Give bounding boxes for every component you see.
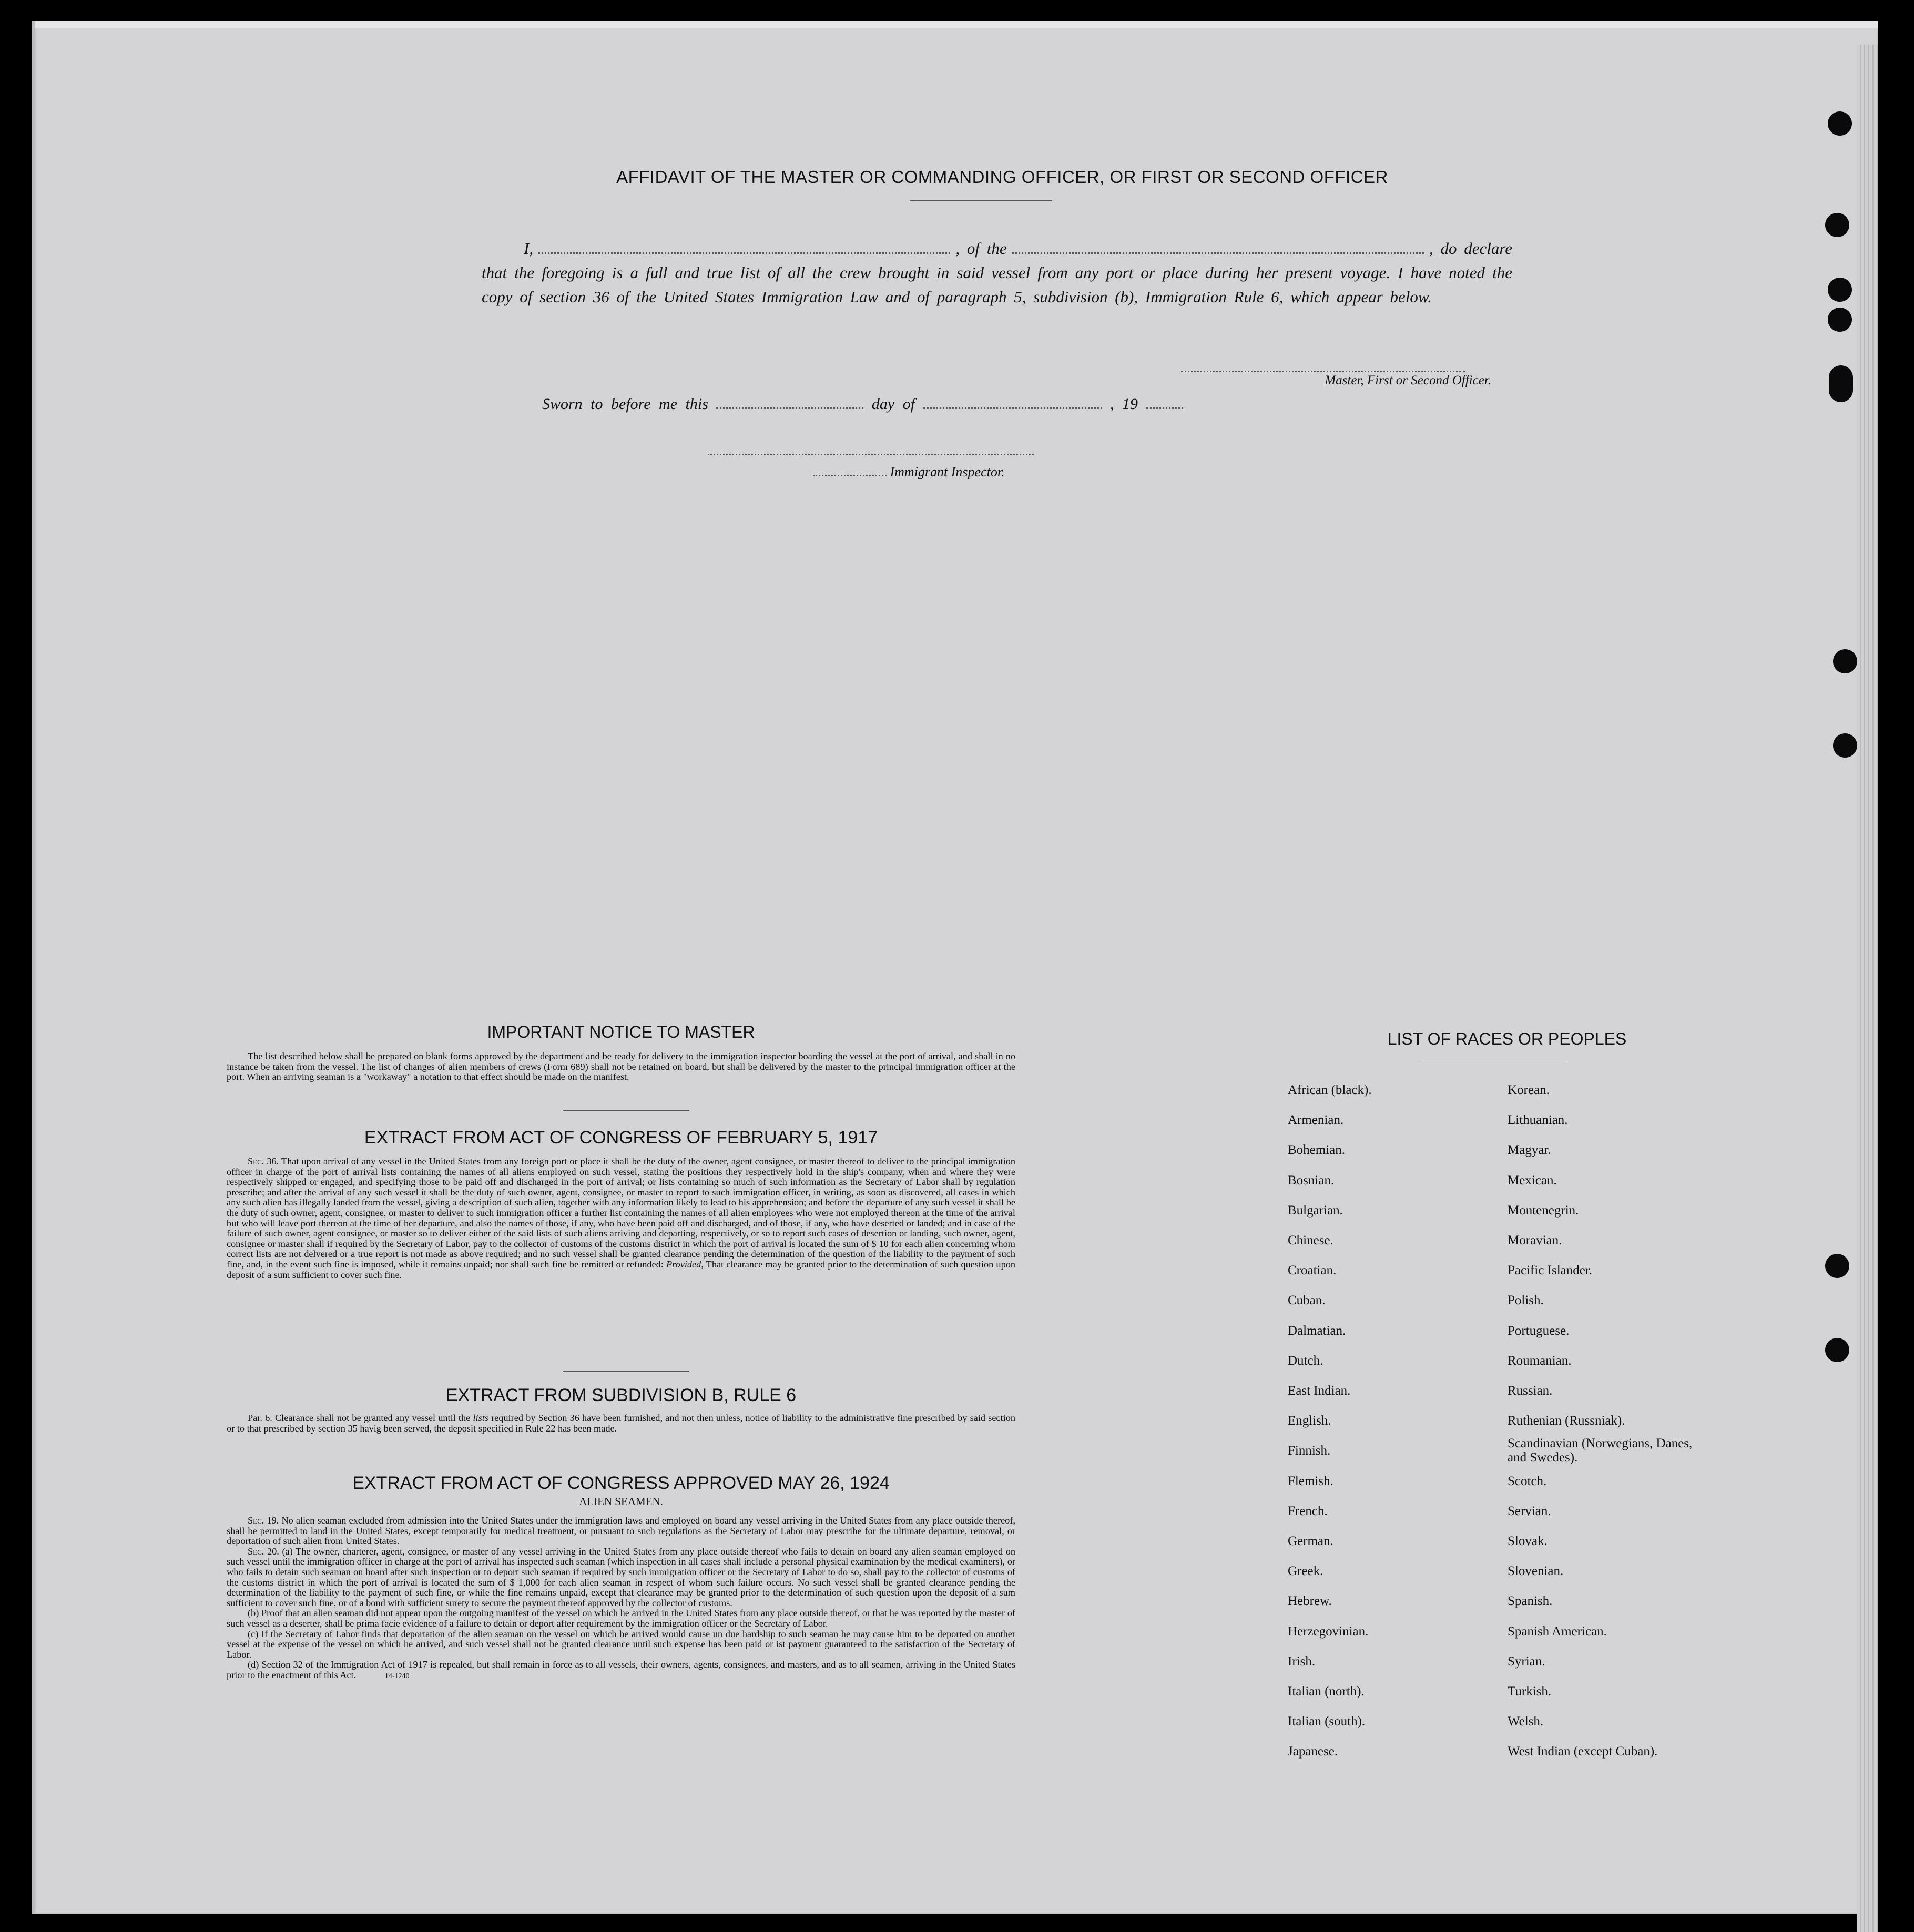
title-divider bbox=[910, 200, 1052, 201]
sworn-line bbox=[542, 395, 1183, 413]
document-page bbox=[32, 21, 1878, 1914]
month-field[interactable] bbox=[923, 407, 1102, 409]
right-item: Magyar. bbox=[1508, 1143, 1551, 1158]
punch-hole bbox=[1825, 213, 1849, 237]
sec-19-label: Sec. 19. bbox=[248, 1515, 279, 1526]
right-item: Servian. bbox=[1508, 1504, 1551, 1518]
right-item: Slovenian. bbox=[1508, 1564, 1564, 1579]
right-item: Korean. bbox=[1508, 1083, 1550, 1097]
left-item: Bulgarian. bbox=[1288, 1203, 1343, 1218]
notice-paragraph: The list described below shall be prepared on blank forms approved by the department and be ready for delivery to the immigration inspector boarding the vessel at the port of arrival, and shall in no instance be taken from the vessel. The list of changes of alien members of crews (Form 689) shall not be retained on board, but shall be delivered by the master to the principal immigration officer at the port. When an arriving seaman is a "workaway" a notation to that effect should be made on the manifest. bbox=[227, 1051, 1015, 1082]
left-item: Cuban. bbox=[1288, 1293, 1326, 1308]
right-item: Lithuanian. bbox=[1508, 1113, 1568, 1128]
provided-word: Provided, bbox=[666, 1259, 704, 1270]
right-item: Montenegrin. bbox=[1508, 1203, 1579, 1218]
left-item: German. bbox=[1288, 1534, 1333, 1548]
sec-20d-text: (d) Section 32 of the Immigration Act of 1917 is repealed, but shall remain in force as to all vessels, their owners, agents, consignees, and masters, and as to all seamen, arriving in the United States prior to the enactment of this Act. bbox=[227, 1659, 1015, 1680]
left-item: Armenian. bbox=[1288, 1113, 1344, 1128]
right-item: Spanish. bbox=[1508, 1594, 1553, 1609]
sworn-day-label: day of bbox=[871, 395, 915, 413]
left-item: Finnish. bbox=[1288, 1444, 1331, 1458]
right-item: Pacific Islander. bbox=[1508, 1263, 1593, 1278]
left-item: French. bbox=[1288, 1504, 1328, 1518]
right-item: Polish. bbox=[1508, 1293, 1544, 1308]
left-item: Herzegovinian. bbox=[1288, 1624, 1369, 1639]
right-item: Welsh. bbox=[1508, 1714, 1544, 1729]
sworn-year-label: , 19 bbox=[1110, 395, 1138, 413]
lists-word: lists bbox=[473, 1413, 488, 1423]
left-item: East Indian. bbox=[1288, 1384, 1351, 1398]
act-1924-title: EXTRACT FROM ACT OF CONGRESS APPROVED MAY 26, 1924 bbox=[352, 1473, 890, 1493]
of-the-label: , of the bbox=[955, 239, 1007, 258]
sec-36-label: Sec. 36. bbox=[248, 1156, 279, 1167]
sec-20-label: Sec. 20. bbox=[248, 1546, 279, 1557]
right-item: Turkish. bbox=[1508, 1684, 1552, 1699]
left-item: Bosnian. bbox=[1288, 1173, 1335, 1188]
left-item: Hebrew. bbox=[1288, 1594, 1332, 1609]
left-item: Chinese. bbox=[1288, 1233, 1333, 1248]
notice-text bbox=[227, 1051, 1015, 1082]
sec-20b-text: (b) Proof that an alien seaman did not appear upon the outgoing manifest of the vessel on which he arrived in the United States from any place outside thereof, or that he was reported by the master of such vessel as a deserter, shall be prima facie evidence of a failure to detain or deport after requirement by the immigration officer or the Secretary of Labor. bbox=[227, 1608, 1015, 1629]
punch-hole bbox=[1828, 308, 1852, 332]
rule-6-text-a: Par. 6. Clearance shall not be granted any vessel until the bbox=[248, 1413, 471, 1423]
day-field[interactable] bbox=[716, 407, 863, 409]
signature-label: Master, First or Second Officer. bbox=[1325, 373, 1491, 387]
inspector-dots bbox=[813, 475, 887, 476]
punch-hole bbox=[1833, 649, 1857, 673]
left-item: Italian (north). bbox=[1288, 1684, 1365, 1699]
left-item: English. bbox=[1288, 1414, 1331, 1428]
right-item: Scotch. bbox=[1508, 1474, 1547, 1488]
left-item: Flemish. bbox=[1288, 1474, 1333, 1488]
left-item: African (black). bbox=[1288, 1083, 1372, 1097]
right-item: Moravian. bbox=[1508, 1233, 1562, 1248]
notice-title: IMPORTANT NOTICE TO MASTER bbox=[487, 1023, 755, 1041]
alien-seamen-subtitle: ALIEN SEAMEN. bbox=[579, 1495, 663, 1508]
year-field[interactable] bbox=[1146, 407, 1183, 409]
punch-hole bbox=[1825, 1338, 1849, 1362]
right-item: Syrian. bbox=[1508, 1654, 1545, 1669]
punch-hole bbox=[1833, 733, 1857, 758]
right-item: Scandinavian (Norwegians, Danes, and Swedes). bbox=[1508, 1436, 1693, 1465]
right-item: Russian. bbox=[1508, 1384, 1553, 1398]
name-field[interactable] bbox=[538, 240, 950, 254]
sec-20c-text: (c) If the Secretary of Labor finds that deportation of the alien seaman on the vessel on which he arrived would cause un due hardship to such seaman he may cause him to be deported on another vessel at the expense of the vessel on which he arrived, and such vessel shall not be granted clearance until such expense has been paid or ist payment guaranteed to the satisfaction of the Secretary of Labor. bbox=[227, 1628, 1015, 1660]
inspector-label bbox=[813, 464, 1005, 480]
right-item: Slovak. bbox=[1508, 1534, 1548, 1548]
do-declare-label: , do declare bbox=[1429, 239, 1513, 258]
sec-19-text: No alien seaman excluded from admission into the United States under the immigration laws and employed on board any vessel arriving in the United States from any place outside thereof, shall be permitted to land in the United States, except temporarily for medical treatment, or pursuant to such regulations as the Secretary of Labor may prescribe for the ultimate departure, removal, or deportation of such alien from United States. bbox=[227, 1515, 1015, 1547]
left-item: Italian (south). bbox=[1288, 1714, 1366, 1729]
extract-1917-text bbox=[227, 1157, 1015, 1280]
form-number: 14-1240 bbox=[384, 1672, 410, 1680]
left-item: Japanese. bbox=[1288, 1744, 1338, 1759]
divider bbox=[563, 1371, 689, 1372]
left-item: Dalmatian. bbox=[1288, 1323, 1346, 1338]
vessel-field[interactable] bbox=[1012, 240, 1424, 254]
rule-6-text bbox=[227, 1413, 1015, 1434]
sec-36-text: That upon arrival of any vessel in the United States from any foreign port or place it shall be the duty of the owner, agent consignee, or master thereof to deliver to the principal immigration officer in charge of the port of arrival lists containing the names of all aliens employed on such vessel, stating the positions they respectively hold in the ship's company, when and where they were respectively shipped or engaged, and specifying those to be paid off and discharged in the port of arrival; or lists containing so much of such information as the Secretary of Labor shall by regulation prescribe; and after the arrival of any such vessel it shall be the duty of such owner, agent, consignee, or master to report to such immigration officer, in writing, as soon as discovered, all cases in which any such alien has illegally landed from the vessel, giving a description of such alien, together with any information likely to lead to his apprehension; and before the departure of any such vessel it shall be the duty of such owner, agent, consignee, or master to deliver to such immigration officer a further list containing the names of all alien employees who were not employed thereon at the time of the arrival but who will leave port thereon at the time of her departure, and also the names of those, if any, who have been paid off and discharged, and of those, if any, who have deserted or landed; and in case of the failure of such owner, agent consignee, or master so to deliver either of the said lists of such aliens arriving and departing, respectively, or so to report such cases of desertion or landing, such owner, agent, consignee or master shall if required by the Secretary of Labor, pay to the collector of customs of the customs district in which the port of arrival is located the sum of $ 10 for each alien concerning whom correct lists are not delvered or a true report is not made as above required; and no such vessel shall be granted clearance pending the determination of the question of the liability to the payment of such fine, and, in the event such fine is imposed, while it remains unpaid; nor shall such fine be remitted or refunded: bbox=[227, 1156, 1015, 1270]
extract-1917-title: EXTRACT FROM ACT OF CONGRESS OF FEBRUARY 5, 1917 bbox=[364, 1128, 878, 1148]
affidavit-body bbox=[482, 237, 1512, 309]
affidavit-title: AFFIDAVIT OF THE MASTER OR COMMANDING OFFICER, OR FIRST OR SECOND OFFICER bbox=[616, 167, 1388, 187]
punch-hole bbox=[1829, 365, 1853, 402]
sworn-prefix: Sworn to before me this bbox=[542, 395, 708, 413]
affidavit-first-line bbox=[482, 237, 1512, 261]
races-title: LIST OF RACES OR PEOPLES bbox=[1387, 1029, 1627, 1048]
divider bbox=[563, 1110, 689, 1111]
rule-6-text-b: required by Section 36 have been furnished, and not then unless, notice of liability to the administrative fine prescribed by said section or to that prescribed by section 35 havig been served, the deposit specified in Rule 22 has been made. bbox=[227, 1413, 1015, 1434]
inspector-label-text: Immigrant Inspector. bbox=[890, 464, 1005, 479]
punch-hole bbox=[1828, 278, 1852, 302]
signature-line[interactable] bbox=[1181, 371, 1465, 372]
punch-hole bbox=[1825, 1254, 1849, 1278]
right-item: Spanish American. bbox=[1508, 1624, 1607, 1639]
left-item: Greek. bbox=[1288, 1564, 1323, 1579]
right-item: West Indian (except Cuban). bbox=[1508, 1744, 1658, 1759]
inspector-signature-line[interactable] bbox=[708, 454, 1034, 455]
left-item: Bohemian. bbox=[1288, 1143, 1346, 1158]
sec-36-end: That clearance may be granted prior to the determination of such question upon deposit of a sum sufficient to cover such fine. bbox=[227, 1259, 1015, 1280]
left-item: Dutch. bbox=[1288, 1353, 1323, 1368]
right-item: Ruthenian (Russniak). bbox=[1508, 1414, 1625, 1428]
sec-20a-text: (a) The owner, charterer, agent, consignee, or master of any vessel arriving in the United States from any place outside thereof who fails to detain on board any alien seaman employed on such vessel until the immigration officer in charge at the port of arrival has inspected such seaman (which inspection in all cases shall include a personal physical examination by the medical examiners), or who fails to detain such seaman on board after such inspection or to deport such seaman if required by such immigration officer or the Secretary of Labor to do so, shall pay to the collector of customs of the customs district in which the port of arrival is located the sum of $ 1,000 for each alien seaman in respect of whom such failure occurs. No such vessel shall be granted clearance pending the determination of the liability to the payment of such fine, or while the fine remains unpaid, except that clearance may be granted prior to the determination of such question upon the deposit of a sum sufficient to cover such fine, or of a bond with sufficient surety to secure the payment thereof approved by the collector of customs. bbox=[227, 1546, 1015, 1608]
punch-hole bbox=[1828, 111, 1852, 136]
left-item: Irish. bbox=[1288, 1654, 1316, 1669]
right-item: Roumanian. bbox=[1508, 1353, 1572, 1368]
stacked-page-edges bbox=[1857, 45, 1878, 1932]
right-item: Portuguese. bbox=[1508, 1323, 1570, 1338]
right-item: Mexican. bbox=[1508, 1173, 1557, 1188]
rule-6-title: EXTRACT FROM SUBDIVISION B, RULE 6 bbox=[445, 1385, 797, 1405]
act-1924-text bbox=[227, 1516, 1015, 1682]
i-label: I, bbox=[524, 239, 534, 258]
affidavit-text: that the foregoing is a full and true list of all the crew brought in said vessel from any port or place during her present voyage. I have noted the copy of section 36 of the United States Immigration Law and of paragraph 5, subdivision (b), Immigration Rule 6, which appear below. bbox=[482, 263, 1512, 306]
left-item: Croatian. bbox=[1288, 1263, 1337, 1278]
